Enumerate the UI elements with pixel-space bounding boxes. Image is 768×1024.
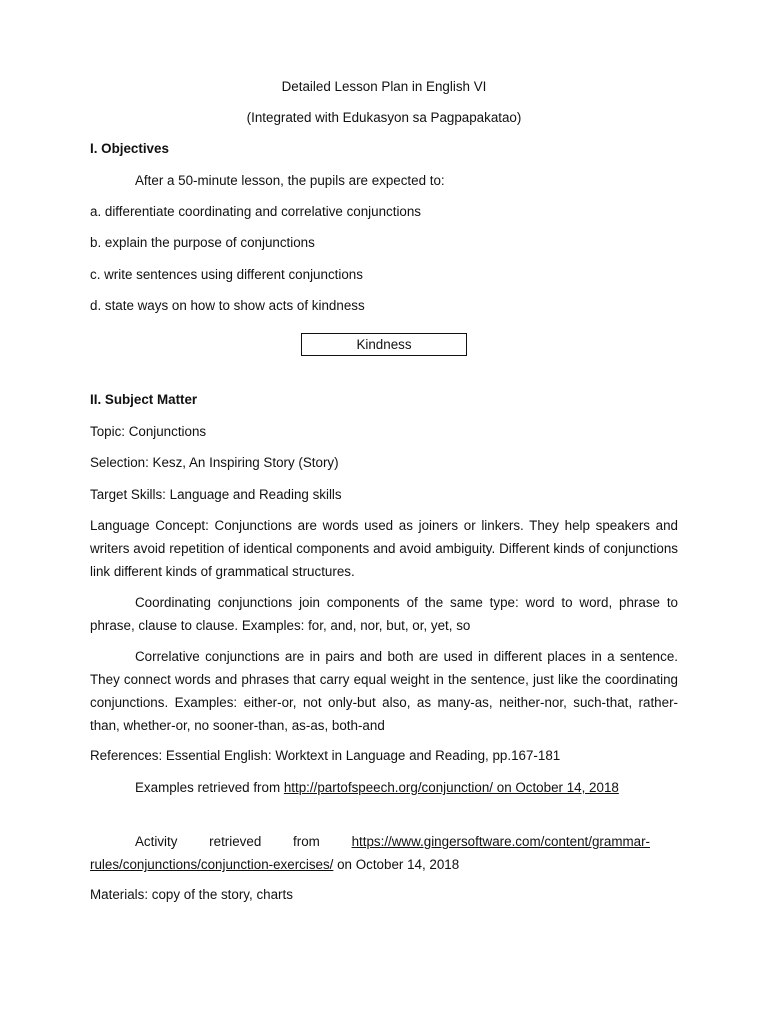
examples-prefix: Examples retrieved from [135,780,284,795]
objective-item: a. differentiate coordinating and correlative conjunctions [90,204,422,219]
coordinating-paragraph [90,591,678,637]
subject-matter-heading: II. Subject Matter [90,392,198,407]
examples-paragraph [90,776,642,799]
target-skills-line: Target Skills: Language and Reading skills [90,487,342,502]
correlative-paragraph [90,645,678,737]
selection-line: Selection: Kesz, An Inspiring Story (Story) [90,455,339,470]
correlative-text: Correlative conjunctions are in pairs and both are used in different places in a sentence. They connect words and phrases that carry equal weight in the sentence, just like the coordinating conjunctions. Examples: either-or, not only-but also, as many-as, neither-nor, such-that, rather-than, whether-or, no sooner-than, as-as, both-and [90,649,678,733]
references-line: References: Essential English: Worktext in Language and Reading, pp.167-181 [90,748,561,763]
value-box: Kindness [301,333,467,356]
language-concept-paragraph: Language Concept: Conjunctions are words used as joiners or linkers. They help speakers and writers avoid repetition of identical components and avoid ambiguity. Different kinds of conjunctions link different kinds of grammatical structures. [90,518,678,579]
topic-line: Topic: Conjunctions [90,424,207,439]
examples-link[interactable]: http://partofspeech.org/conjunction/ on October 14, 2018 [283,780,619,795]
objective-item: b. explain the purpose of conjunctions [90,235,315,250]
activity-paragraph [90,830,650,876]
objectives-intro: After a 50-minute lesson, the pupils are expected to: [135,173,445,188]
objective-item: c. write sentences using different conjunctions [90,267,363,282]
coordinating-text: Coordinating conjunctions join components of the same type: word to word, phrase to phrase, clause to clause. Examples: for, and, nor, but, or, yet, so [90,595,678,633]
activity-prefix: Activity retrieved from [135,834,352,849]
objective-item: d. state ways on how to show acts of kindness [90,298,365,313]
activity-link[interactable]: https://www.gingersoftware.com/content/grammar-rules/conjunctions/conjunction-exercises/ [90,834,650,872]
document-title: Detailed Lesson Plan in English VI [281,79,487,94]
activity-suffix: on October 14, 2018 [333,857,460,872]
objectives-heading: I. Objectives [90,141,169,156]
document-subtitle: (Integrated with Edukasyon sa Pagpapakatao) [246,110,522,125]
materials-line: Materials: copy of the story, charts [90,887,293,902]
